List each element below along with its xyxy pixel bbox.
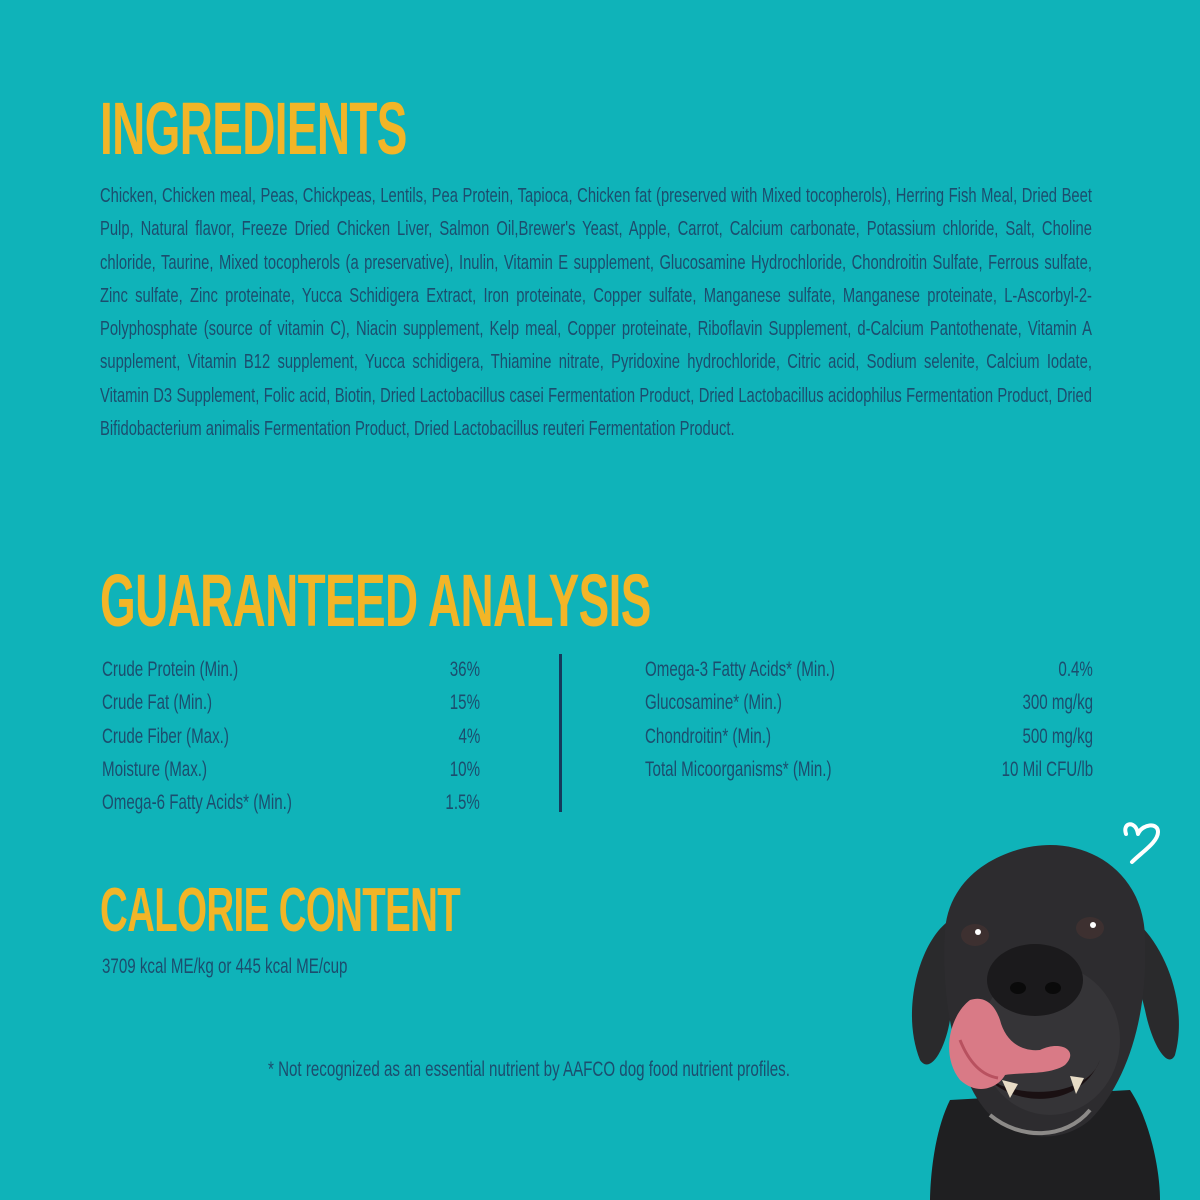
analysis-row bbox=[645, 753, 1093, 786]
analysis-label: Chondroitin* (Min.) bbox=[645, 724, 772, 748]
analysis-value: 15% bbox=[449, 691, 480, 715]
calorie-content-heading: CALORIE CONTENT bbox=[100, 876, 461, 945]
analysis-label: Crude Fiber (Max.) bbox=[102, 724, 229, 748]
analysis-value: 300 mg/kg bbox=[1022, 691, 1093, 715]
analysis-value: 10% bbox=[449, 757, 480, 781]
black-dog-licking-lips-icon bbox=[890, 840, 1200, 1200]
analysis-row bbox=[102, 753, 480, 786]
analysis-label: Moisture (Max.) bbox=[102, 757, 208, 781]
calorie-content-text: 3709 kcal ME/kg or 445 kcal ME/cup bbox=[102, 955, 348, 978]
analysis-row bbox=[102, 786, 480, 819]
analysis-label: Omega-3 Fatty Acids* (Min.) bbox=[645, 658, 835, 681]
analysis-row bbox=[645, 653, 1093, 686]
analysis-label: Crude Fat (Min.) bbox=[102, 691, 213, 715]
analysis-row bbox=[102, 720, 480, 753]
analysis-right-column bbox=[645, 653, 1093, 786]
guaranteed-analysis-heading: GUARANTEED ANALYSIS bbox=[100, 559, 651, 642]
analysis-row bbox=[102, 686, 480, 719]
column-divider bbox=[559, 654, 562, 812]
analysis-value: 0.4% bbox=[1058, 658, 1093, 681]
analysis-value: 4% bbox=[458, 724, 480, 748]
analysis-row bbox=[645, 686, 1093, 719]
analysis-row bbox=[645, 720, 1093, 753]
analysis-left-column bbox=[102, 653, 480, 819]
analysis-label: Total Micoorganisms* (Min.) bbox=[645, 757, 832, 781]
analysis-label: Crude Protein (Min.) bbox=[102, 658, 239, 681]
analysis-row bbox=[102, 653, 480, 686]
analysis-value: 36% bbox=[449, 658, 480, 681]
analysis-value: 1.5% bbox=[445, 791, 480, 815]
analysis-value: 500 mg/kg bbox=[1022, 724, 1093, 748]
analysis-label: Omega-6 Fatty Acids* (Min.) bbox=[102, 791, 292, 815]
ingredients-list bbox=[100, 180, 1092, 446]
analysis-label: Glucosamine* (Min.) bbox=[645, 691, 782, 715]
ingredients-text: Chicken, Chicken meal, Peas, Chickpeas, Lentils, Pea Protein, Tapioca, Chicken fat (preserved with Mixed tocopherols), Herring Fish Meal, Dried Beet Pulp, Natural flavor, Freeze Dried Chicken Liver, Salmon Oil,Brewer's Yeast, Apple, Carrot, Calcium carbonate, Potassium chloride, Salt, Choline chloride, Taurine, Mixed tocopherols (a preservative), Inulin, Vitamin E supplement, Glucosamine Hydrochloride, Chondroitin Sulfate, Ferrous sulfate, Zinc sulfate, Zinc proteinate, Yucca Schidigera Extract, Iron proteinate, Copper sulfate, Manganese sulfate, Manganese proteinate, L-Ascorbyl-2-Polyphosphate (source of vitamin C), Niacin supplement, Kelp meal, Copper proteinate, Riboflavin Supplement, d-Calcium Pantothenate, Vitamin A supplement, Vitamin B12 supplement, Yucca schidigera, Thiamine nitrate, Pyridoxine hydrochloride, Citric acid, Sodium selenite, Calcium Iodate, Vitamin D3 Supplement, Folic acid, Biotin, Dried Lactobacillus casei Fermentation Product, Dried Lactobacillus acidophilus Fermentation Product, Dried Bifidobacterium animalis Fermentation Product, Dried Lactobacillus reuteri Fermentation Product. bbox=[100, 185, 1092, 441]
footnote: * Not recognized as an essential nutrient by AAFCO dog food nutrient profiles. bbox=[268, 1058, 790, 1081]
analysis-value: 10 Mil CFU/lb bbox=[1001, 757, 1093, 781]
ingredients-heading: INGREDIENTS bbox=[100, 87, 407, 170]
